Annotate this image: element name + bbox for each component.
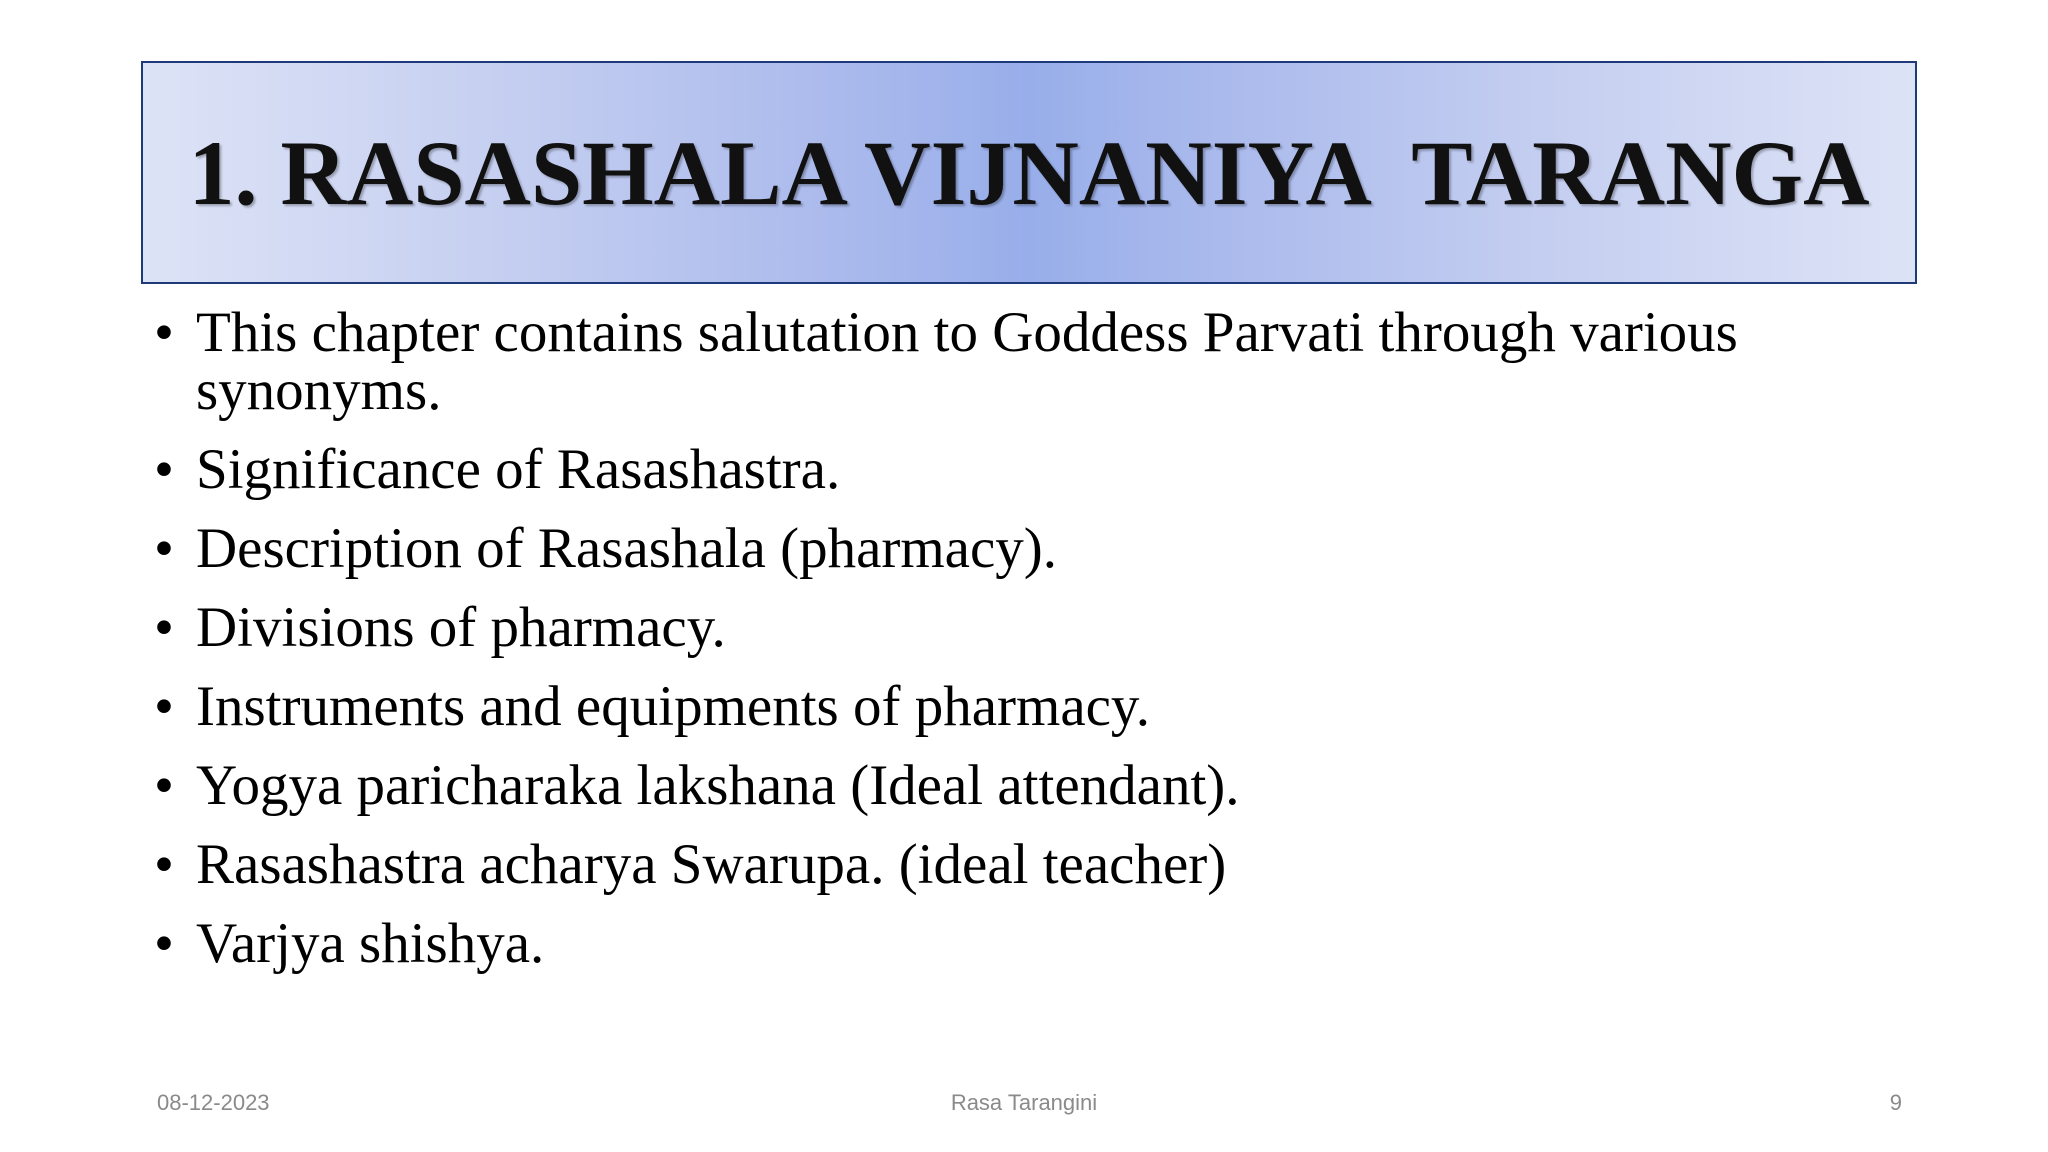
bullet-icon: • (154, 833, 174, 896)
bullet-item (150, 833, 1910, 896)
bullet-icon: • (154, 754, 174, 817)
bullet-icon: • (154, 438, 174, 501)
bullet-text: Rasashastra acharya Swarupa. (ideal teacher) (196, 833, 1227, 896)
bullet-text: Description of Rasashala (pharmacy). (196, 517, 1058, 580)
bullet-icon: • (154, 675, 174, 738)
bullet-text: This chapter contains salutation to Goddess Parvati through various synonyms. (196, 301, 1738, 422)
bullet-item (150, 301, 1910, 422)
title-banner (141, 61, 1917, 284)
bullet-icon: • (154, 912, 174, 975)
bullet-item (150, 438, 1910, 501)
bullet-text: Divisions of pharmacy. (196, 596, 726, 659)
slide-title: 1. RASASHALA VIJNANIYA TARANGA (188, 121, 1870, 224)
bullet-text: Yogya paricharaka lakshana (Ideal attendant). (196, 754, 1240, 817)
bullet-icon: • (154, 596, 174, 659)
bullet-text: Significance of Rasashastra. (196, 438, 841, 501)
bullet-icon: • (154, 301, 174, 364)
bullet-text: Instruments and equipments of pharmacy. (196, 675, 1150, 738)
bullet-item (150, 675, 1910, 738)
footer-date: 08-12-2023 (157, 1090, 270, 1115)
bullet-text: Varjya shishya. (196, 912, 545, 975)
bullet-item (150, 912, 1910, 975)
page-number: 9 (1889, 1090, 1902, 1115)
bullet-list (150, 301, 1910, 994)
footer-title: Rasa Tarangini (950, 1090, 1098, 1115)
bullet-item (150, 517, 1910, 580)
bullet-icon: • (154, 517, 174, 580)
bullet-item (150, 754, 1910, 817)
bullet-item (150, 596, 1910, 659)
